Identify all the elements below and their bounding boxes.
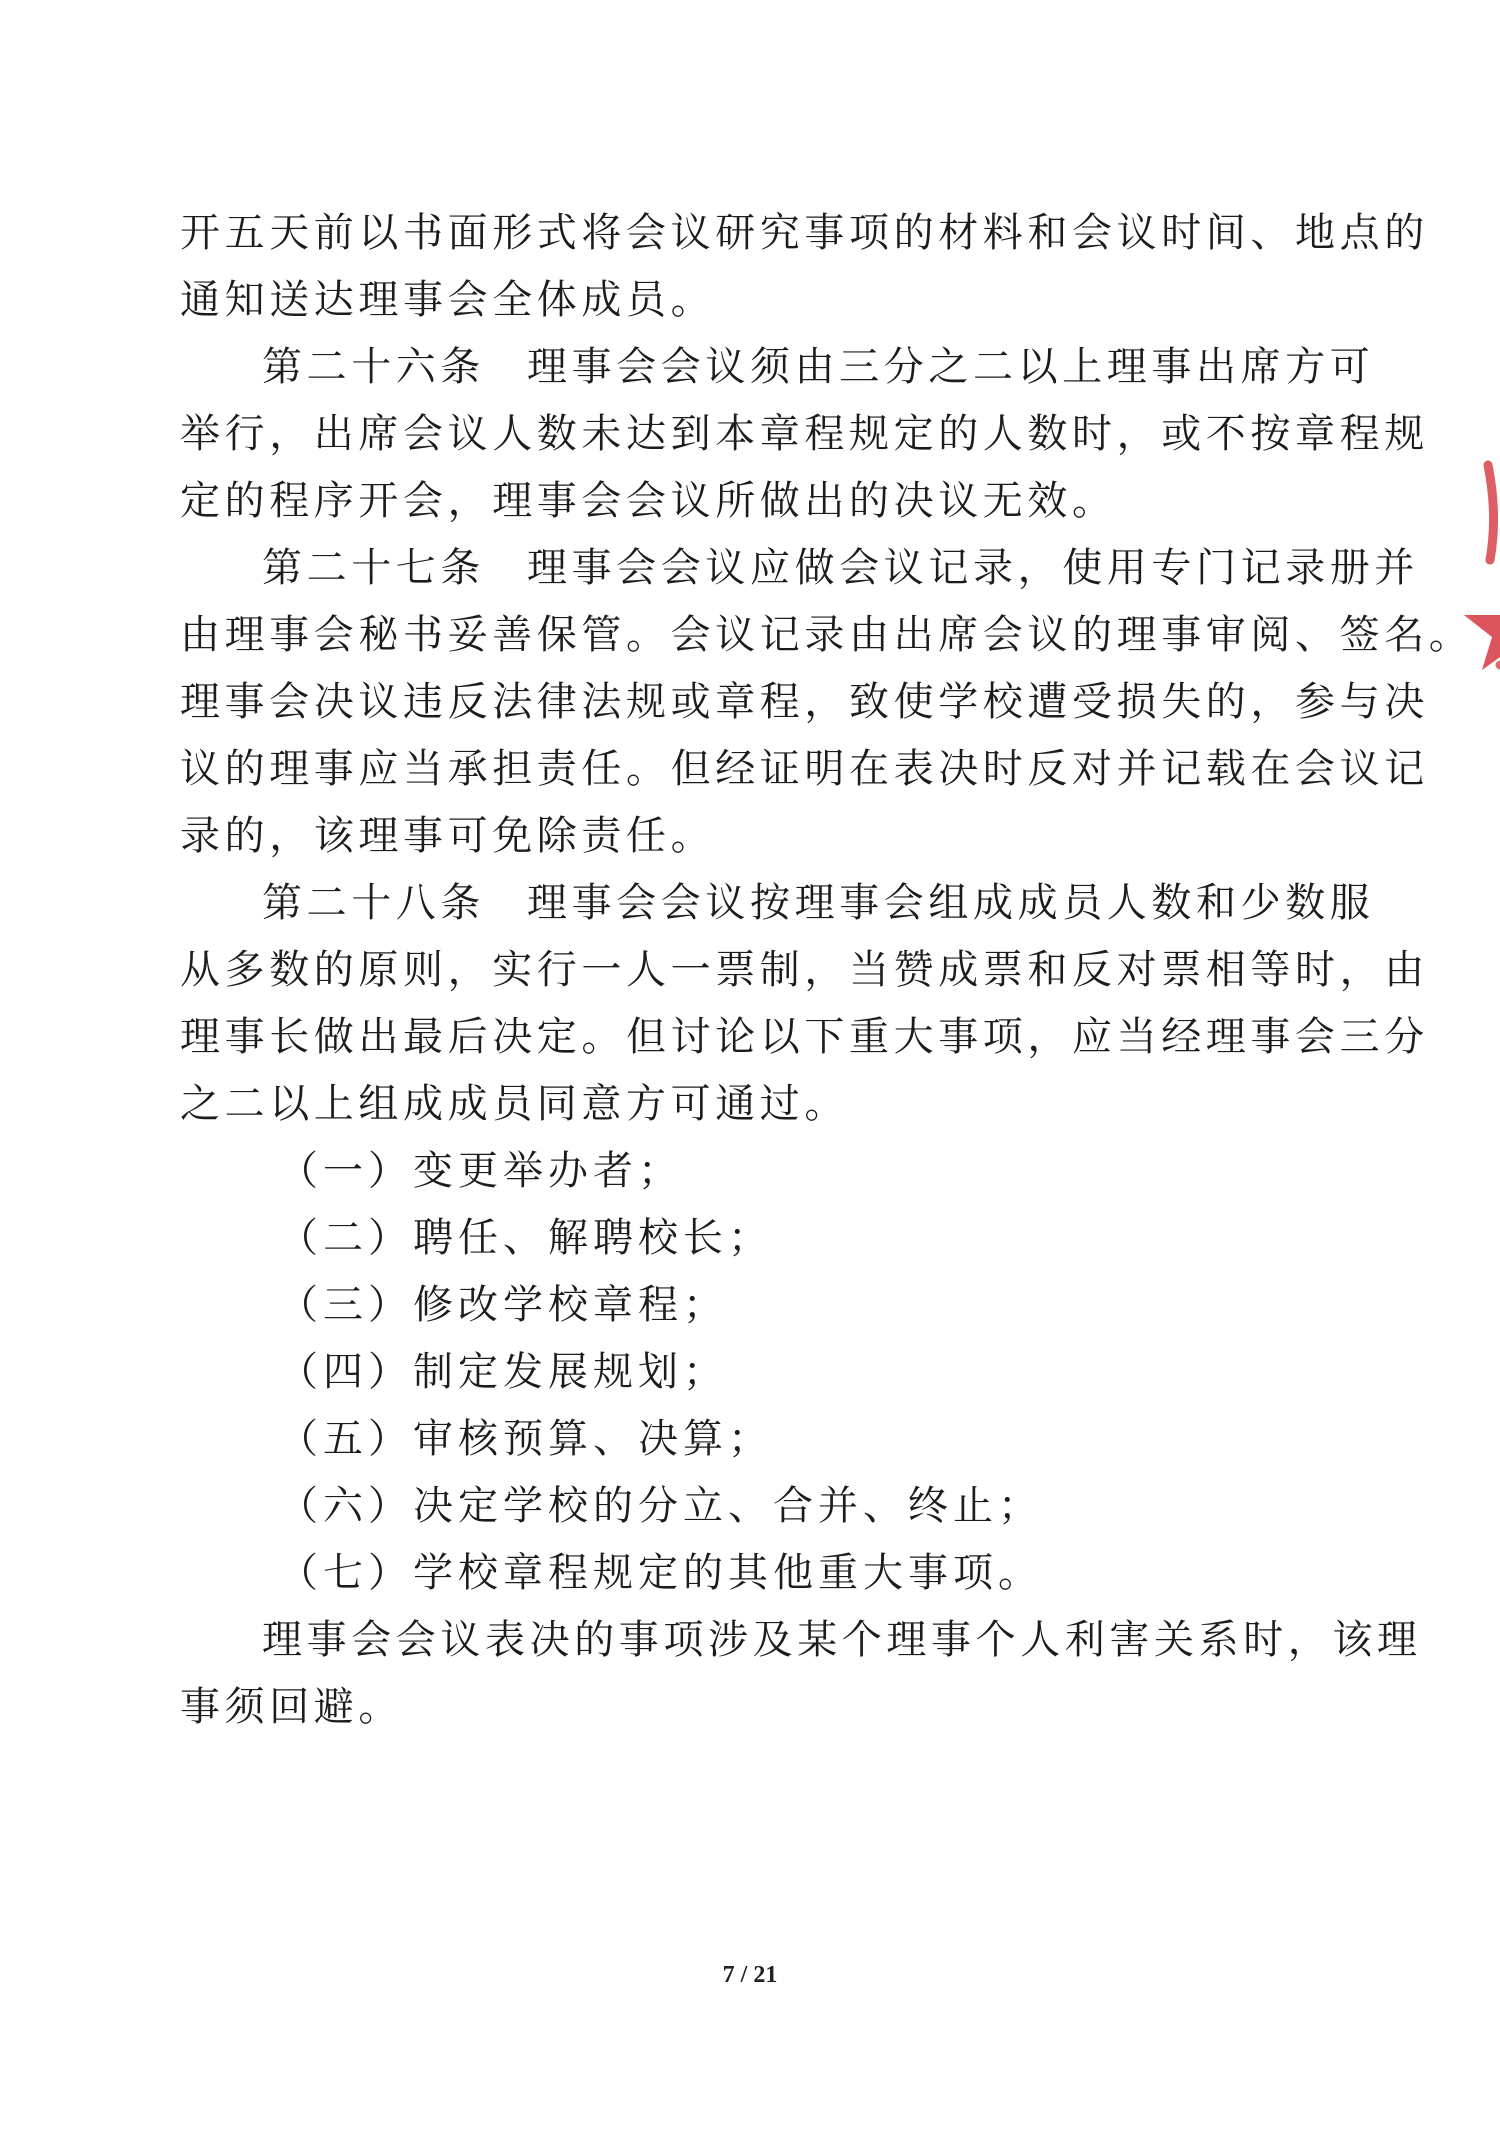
text-line: 定的程序开会，理事会会议所做出的决议无效。	[180, 478, 1117, 524]
article-text: 理事会会议须由三分之二以上理事出席方可	[527, 344, 1375, 390]
article-number: 第二十七条	[262, 545, 485, 591]
article-text: 理事会会议应做会议记录，使用专门记录册并	[527, 545, 1419, 591]
list-item: （四）制定发展规划；	[278, 1349, 728, 1395]
list-item: （二）聘任、解聘校长；	[278, 1215, 773, 1261]
text-line: 从多数的原则，实行一人一票制，当赞成票和反对票相等时，由	[180, 947, 1429, 993]
list-item: （七）学校章程规定的其他重大事项。	[278, 1550, 1043, 1596]
list-item: （五）审核预算、决算；	[278, 1416, 773, 1462]
text-line: 录的，该理事可免除责任。	[180, 813, 716, 859]
closing-line: 理事会会议表决的事项涉及某个理事个人利害关系时，该理	[262, 1617, 1422, 1663]
list-item: （六）决定学校的分立、合并、终止；	[278, 1483, 1043, 1529]
page-number: 7 / 21	[722, 1962, 778, 1988]
article-26-line	[180, 334, 1375, 401]
red-seal-stamp-fragment	[1440, 455, 1500, 775]
text-line: 开五天前以书面形式将会议研究事项的材料和会议时间、地点的	[180, 210, 1429, 256]
text-line: 议的理事应当承担责任。但经证明在表决时反对并记载在会议记	[180, 746, 1429, 792]
text-line: 理事会决议违反法律法规或章程，致使学校遭受损失的，参与决	[180, 679, 1429, 725]
article-number: 第二十八条	[262, 880, 485, 926]
article-27-line	[180, 535, 1419, 602]
article-number: 第二十六条	[262, 344, 485, 390]
closing-line: 事须回避。	[180, 1684, 403, 1730]
article-text: 理事会会议按理事会组成成员人数和少数服	[527, 880, 1375, 926]
seal-star-icon	[1464, 580, 1500, 670]
document-body	[180, 200, 1474, 1741]
text-line: 通知送达理事会全体成员。	[180, 277, 716, 323]
list-item: （三）修改学校章程；	[278, 1282, 728, 1328]
text-line: 之二以上组成成员同意方可通过。	[180, 1081, 849, 1127]
text-line: 由理事会秘书妥善保管。会议记录由出席会议的理事审阅、签名。	[180, 612, 1474, 658]
text-line: 理事长做出最后决定。但讨论以下重大事项，应当经理事会三分	[180, 1014, 1429, 1060]
list-item: （一）变更举办者；	[278, 1148, 683, 1194]
text-line: 举行，出席会议人数未达到本章程规定的人数时，或不按章程规	[180, 411, 1429, 457]
article-28-line	[180, 870, 1375, 937]
